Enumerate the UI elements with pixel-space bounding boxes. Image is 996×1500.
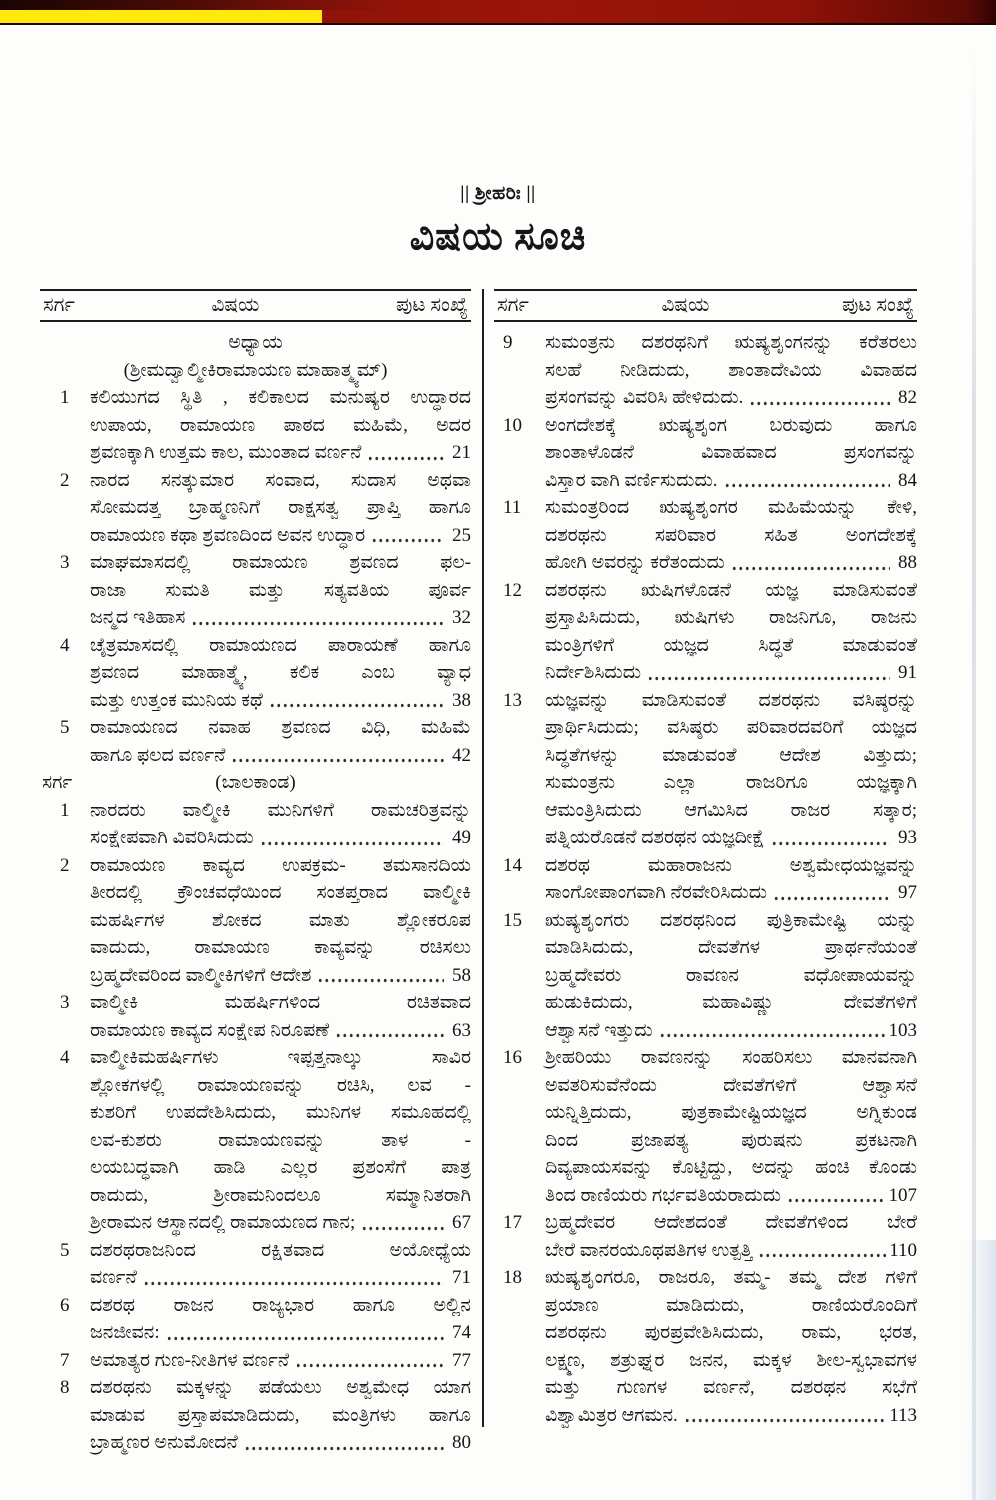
entry-line: ಮಹರ್ಷಿಗಳ ಶೋಕದ ಮಾತು ಶ್ಲೋಕರೂಪ: [90, 909, 471, 931]
entry-line: ವಾಲ್ಮೀಕಿ ಮಹರ್ಷಿಗಳಿಂದ ರಚಿತವಾದ: [90, 992, 471, 1013]
entry-line: ಬೇರೆ ವಾನರಯೂಥಪತಿಗಳ ಉತ್ಪತ್ತಿ: [545, 1239, 753, 1261]
entry-number: 16: [503, 1047, 522, 1068]
toc-header-left: [40, 289, 471, 322]
entry-last-line: [90, 962, 471, 990]
entry-line: ಆಶ್ವಾಸನೆ ಇತ್ತುದು: [545, 1019, 653, 1041]
entry-last-line: [545, 659, 917, 687]
entry-line: ಪತ್ನಿಯರೊಡನೆ ದಶರಥನ ಯಜ್ಞದೀಕ್ಷೆ: [545, 827, 765, 848]
entry-number: 3: [60, 992, 70, 1013]
entry-line: ಸೋಮದತ್ತ ಬ್ರಾಹ್ಮಣನಿಗೆ ರಾಕ್ಷಸತ್ವ ಪ್ರಾಪ್ತಿ ಹಾಗೂ: [90, 497, 471, 518]
entry-number: 5: [60, 1239, 70, 1261]
dot-leader: [231, 742, 444, 770]
entry-last-line: [90, 687, 471, 715]
entry-page-number: 38: [452, 689, 471, 711]
dot-leader: [244, 1429, 444, 1457]
entry-line: ಹಾಗೂ ಫಲದ ವರ್ಣನೆ: [90, 744, 226, 766]
entry-line: ಅಂಗದೇಶಕ್ಕೆ ಋಷ್ಯಶೃಂಗ ಬರುವುದು ಹಾಗೂ: [545, 414, 917, 436]
entry-line: ರಾಮಾಯಣ ಕಾವ್ಯದ ಉಪಕ್ರಮ- ತಮಸಾನದಿಯ: [90, 854, 471, 876]
entry-line: ದಶರಥ ರಾಜನ ರಾಜ್ಯಭಾರ ಹಾಗೂ ಅಲ್ಲಿನ: [90, 1294, 471, 1316]
toc-entry: [40, 467, 471, 550]
entry-page-number: 49: [452, 827, 471, 848]
entry-line: ನಿರ್ದೇಶಿಸಿದುದು: [545, 662, 642, 683]
toc-entry: [494, 907, 917, 1045]
entry-line: ದಶರಥನು ಪುರಪ್ರವೇಶಿಸಿದುದು, ರಾಮ, ಭರತ,: [545, 1322, 917, 1343]
section-heading-center: (ಬಾಲಕಾಂಡ): [215, 772, 296, 793]
toc-entry: [494, 577, 917, 687]
entry-line: ಶ್ಲೋಕಗಳಲ್ಲಿ ರಾಮಾಯಣವನ್ನು ರಚಿಸಿ, ಲವ -: [90, 1074, 471, 1096]
dot-leader: [361, 1209, 444, 1237]
section-heading: [40, 329, 471, 357]
entry-line: ಬ್ರಹ್ಮದೇವರು ರಾವಣನ ವಧೋಪಾಯವನ್ನು: [545, 964, 917, 986]
entry-line: ಶಾಂತಾಳೊಡನೆ ವಿವಾಹವಾದ ಪ್ರಸಂಗವನ್ನು: [545, 442, 917, 463]
entry-number: 5: [60, 717, 70, 738]
dot-leader: [773, 879, 890, 907]
entry-text: [90, 797, 471, 852]
entry-text: [545, 852, 917, 907]
entry-line: ಬ್ರಹ್ಮದೇವರಿಂದ ವಾಲ್ಮೀಕಿಗಳಿಗೆ ಆದೇಶ: [90, 964, 312, 986]
header-page-number: ಪುಟ ಸಂಖ್ಯೆ: [396, 294, 468, 316]
entry-text: [90, 1237, 471, 1292]
dot-leader: [758, 1237, 886, 1265]
entry-text: [90, 1044, 471, 1237]
entry-line: ಜನ್ಮದ ಇತಿಹಾಸ: [90, 607, 186, 628]
entry-last-line: [545, 1402, 917, 1430]
entry-number: 7: [60, 1349, 70, 1371]
entry-last-line: [545, 549, 917, 577]
page-title: ವಿಷಯ ಸೂಚಿ: [409, 216, 587, 258]
entry-last-line: [90, 1017, 471, 1045]
entry-last-line: [545, 879, 917, 907]
entry-number: 2: [60, 854, 70, 876]
toc-entry: [40, 1044, 471, 1237]
entry-last-line: [545, 1237, 917, 1265]
yellow-stripe: [0, 10, 322, 23]
entry-line: ಮಾಡುವ ಪ್ರಸ್ತಾಪಮಾಡಿದುದು, ಮಂತ್ರಿಗಳು ಹಾಗೂ: [90, 1404, 471, 1426]
entry-page-number: 63: [452, 1019, 471, 1041]
entry-line: ಸುಮಂತ್ರನು ದಶರಥನಿಗೆ ಋಷ್ಯಶೃಂಗನನ್ನು ಕರೆತರಲು: [545, 332, 917, 353]
entry-number: 18: [503, 1267, 522, 1288]
entry-line: ದಿಂದ ಪ್ರಜಾಪತ್ಯ ಪುರುಷನು ಪ್ರಕಟನಾಗಿ: [545, 1129, 917, 1151]
entry-line: ಅವತರಿಸುವೆನೆಂದು ದೇವತೆಗಳಿಗೆ ಆಶ್ವಾಸನೆ: [545, 1074, 917, 1096]
toc-entry: [494, 687, 917, 852]
corner-shadow: [966, 1240, 996, 1500]
entry-line: ಮಾಡಿಸಿದುದು, ದೇವತೆಗಳ ಪ್ರಾರ್ಥನೆಯಂತೆ: [545, 937, 917, 958]
toc-entry: [40, 632, 471, 715]
entry-line: ಅಮಾತ್ಯರ ಗುಣ-ನೀತಿಗಳ ವರ್ಣನೆ: [90, 1349, 290, 1371]
entry-page-number: 93: [898, 827, 917, 848]
entry-page-number: 84: [898, 469, 917, 491]
entry-line: ವಿಶ್ವಾಮಿತ್ರರ ಆಗಮನ.: [545, 1404, 678, 1426]
entry-line: ಯಜ್ಞವನ್ನು ಮಾಡಿಸುವಂತೆ ದಶರಥನು ವಸಿಷ್ಠರನ್ನು: [545, 689, 917, 711]
header-serga: ಸರ್ಗ: [497, 294, 529, 316]
dot-leader: [371, 522, 444, 550]
dot-leader: [317, 962, 444, 990]
entry-number: 9: [503, 332, 513, 353]
entry-text: [90, 989, 471, 1044]
entry-line: ಉಪಾಯ, ರಾಮಾಯಣ ಪಾಠದ ಮಹಿಮೆ, ಅದರ: [90, 414, 471, 436]
entry-line: ಲಕ್ಷ್ಮಣ, ಶತ್ರುಘ್ನರ ಜನನ, ಮಕ್ಕಳ ಶೀಲ-ಸ್ವಭಾವಗಳ: [545, 1349, 917, 1371]
entry-number: 17: [503, 1212, 522, 1233]
entry-number: 2: [60, 469, 70, 491]
entry-number: 1: [60, 387, 70, 408]
entry-text: [90, 632, 471, 715]
toc-entry: [494, 1264, 917, 1429]
entry-line: ಪ್ರಾರ್ಥಿಸಿದುದು; ವಸಿಷ್ಠರು ಪರಿವಾರದವರಿಗೆ ಯಜ್ಞದ: [545, 717, 917, 738]
entry-text: [545, 329, 917, 412]
toc-entry: [40, 384, 471, 467]
entry-last-line: [90, 742, 471, 770]
entry-last-line: [90, 824, 471, 852]
entry-page-number: 71: [452, 1267, 471, 1288]
entry-text: [545, 687, 917, 852]
entry-number: 4: [60, 1047, 70, 1068]
toc-entry: [494, 1044, 917, 1209]
toc-entry: [40, 1374, 471, 1457]
dot-leader: [659, 1017, 886, 1045]
dot-leader: [647, 659, 890, 687]
entry-number: 8: [60, 1377, 70, 1398]
toc-entry: [494, 1209, 917, 1264]
dot-leader: [367, 439, 444, 467]
entry-line: ಮತ್ತು ಗುಣಗಳ ವರ್ಣನೆ, ದಶರಥನ ಸಭೆಗೆ: [545, 1377, 917, 1398]
entry-line: ಸುಮಂತ್ರನು ಎಲ್ಲಾ ರಾಜರಿಗೂ ಯಜ್ಞಕ್ಕಾಗಿ: [545, 772, 917, 793]
section-heading: [40, 769, 471, 797]
entry-line: ನಾರದರು ವಾಲ್ಮೀಕಿ ಮುನಿಗಳಿಗೆ ರಾಮಚರಿತ್ರವನ್ನು: [90, 799, 471, 821]
entry-page-number: 97: [898, 882, 917, 903]
toc-entry: [40, 1347, 471, 1375]
entry-text: [90, 1292, 471, 1347]
entry-text: [545, 577, 917, 687]
entry-last-line: [545, 824, 917, 852]
entry-line: ಶ್ರವಣದ ಮಾಹಾತ್ಮ್ಯೆ, ಕಲಿಕ ಎಂಬ ವ್ಯಾಧ: [90, 662, 471, 683]
header-vishaya: ವಿಷಯ: [661, 294, 710, 316]
entry-text: [90, 1347, 471, 1375]
dot-leader: [191, 604, 444, 632]
entry-line: ದಶರಥರಾಜನಿಂದ ರಕ್ಷಿತವಾದ ಅಯೋಧ್ಯೆಯ: [90, 1239, 471, 1261]
entry-line: ರಾಮಾಯಣ ಕಾವ್ಯದ ಸಂಕ್ಷೇಪ ನಿರೂಪಣೆ: [90, 1019, 330, 1041]
entry-page-number: 58: [452, 964, 471, 986]
entry-text: [545, 1044, 917, 1209]
entry-line: ವಿಸ್ತಾರ ವಾಗಿ ವರ್ಣಿಸುದುದು.: [545, 469, 718, 491]
entry-text: [90, 714, 471, 769]
toc-entry: [40, 1237, 471, 1292]
entry-page-number: 107: [888, 1184, 917, 1206]
header-page-number: ಪುಟ ಸಂಖ್ಯೆ: [842, 294, 914, 316]
entry-line: ರಾಮಾಯಣ ಕಥಾ ಶ್ರವಣದಿಂದ ಅವನ ಉದ್ಧಾರ: [90, 524, 366, 546]
entry-line: ದಶರಥನು ಸಪರಿವಾರ ಸಹಿತ ಅಂಗದೇಶಕ್ಕೆ: [545, 524, 917, 546]
entry-line: ವಾಲ್ಮೀಕಿಮಹರ್ಷಿಗಳು ಇಪ್ಪತ್ತನಾಲ್ಕು ಸಾವಿರ: [90, 1047, 471, 1068]
entry-line: ತೀರದಲ್ಲಿ ಕ್ರೌಂಚವಧೆಯಿಂದ ಸಂತಪ್ತರಾದ ವಾಲ್ಮೀಕಿ: [90, 882, 471, 903]
entry-page-number: 88: [898, 552, 917, 573]
entry-page-number: 42: [452, 744, 471, 766]
entry-line: ಪ್ರಸಂಗವನ್ನು ವಿವರಿಸಿ ಹೇಳಿದುದು.: [545, 387, 744, 408]
toc-entry: [40, 1292, 471, 1347]
dot-leader: [731, 549, 890, 577]
entry-line: ರಾಜಾ ಸುಮತಿ ಮತ್ತು ಸತ್ಯವತಿಯ ಪೂರ್ವ: [90, 579, 471, 601]
entry-text: [545, 494, 917, 577]
toc-entry: [40, 989, 471, 1044]
entry-line: ಹುಡುಕಿದುದು, ಮಹಾವಿಷ್ಣು ದೇವತೆಗಳಿಗೆ: [545, 992, 917, 1013]
entry-line: ಲಯಬದ್ಧವಾಗಿ ಹಾಡಿ ಎಲ್ಲರ ಪ್ರಶಂಸೆಗೆ ಪಾತ್ರ: [90, 1157, 471, 1178]
entry-line: ರಾಮಾಯಣದ ನವಾಹ ಶ್ರವಣದ ವಿಧಿ, ಮಹಿಮೆ: [90, 717, 471, 738]
entry-last-line: [90, 522, 471, 550]
entry-line: ಶ್ರೀಹರಿಯು ರಾವಣನನ್ನು ಸಂಹರಿಸಲು ಮಾನವನಾಗಿ: [545, 1047, 917, 1068]
toc-entry: [494, 329, 917, 412]
toc-entry: [494, 852, 917, 907]
dot-leader: [771, 824, 890, 852]
toc-entry: [494, 494, 917, 577]
entry-text: [90, 852, 471, 990]
entry-page-number: 21: [452, 442, 471, 463]
entry-last-line: [545, 384, 917, 412]
entry-line: ತಿಂದ ರಾಣಿಯರು ಗರ್ಭವತಿಯರಾದುದು: [545, 1184, 782, 1206]
section-heading-center: ಅಧ್ಯಾಯ: [228, 332, 283, 353]
entry-line: ದಶರಥ ಮಹಾರಾಜನು ಅಶ್ವಮೇಧಯಜ್ಞವನ್ನು: [545, 854, 917, 876]
entry-number: 15: [503, 909, 522, 931]
entry-number: 13: [503, 689, 522, 711]
entry-page-number: 91: [898, 662, 917, 683]
entry-last-line: [90, 1319, 471, 1347]
entry-page-number: 25: [452, 524, 471, 546]
entry-line: ಬ್ರಾಹ್ಮಣರ ಅನುಮೋದನೆ: [90, 1432, 238, 1453]
entry-line: ವಾದುದು, ರಾಮಾಯಣ ಕಾವ್ಯವನ್ನು ರಚಿಸಲು: [90, 937, 471, 958]
entry-text: [90, 549, 471, 632]
entry-line: ವರ್ಣನೆ: [90, 1267, 137, 1288]
entry-number: 6: [60, 1294, 70, 1316]
dot-leader: [166, 1319, 444, 1347]
dot-leader: [269, 687, 444, 715]
header-vishaya: ವಿಷಯ: [211, 294, 260, 316]
entry-line: ಪ್ರಸ್ತಾಪಿಸಿದುದು, ಋಷಿಗಳು ರಾಜನಿಗೂ, ರಾಜನು: [545, 607, 917, 628]
entry-page-number: 82: [898, 387, 917, 408]
entry-line: ಯನ್ನಿತ್ತಿದುದು, ಪುತ್ರಕಾಮೇಷ್ಟಿಯಜ್ಞದ ಅಗ್ನಿಕುಂಡ: [545, 1102, 917, 1123]
entry-line: ಮಂತ್ರಿಗಳಿಗೆ ಯಜ್ಞದ ಸಿದ್ಧತೆ ಮಾಡುವಂತೆ: [545, 634, 917, 656]
entry-text: [90, 1374, 471, 1457]
entry-last-line: [545, 1182, 917, 1210]
entry-text: [545, 1209, 917, 1264]
toc-entry: [494, 412, 917, 495]
dot-leader: [684, 1402, 886, 1430]
toc-column-right: [494, 289, 917, 1429]
entry-line: ಪ್ರಯಾಣ ಮಾಡಿದುದು, ರಾಣಿಯರೊಂದಿಗೆ: [545, 1294, 917, 1316]
entry-number: 14: [503, 854, 522, 876]
entry-line: ಬ್ರಹ್ಮದೇವರ ಆದೇಶದಂತೆ ದೇವತೆಗಳಿಂದ ಬೇರೆ: [545, 1212, 917, 1233]
toc-body-left: [40, 329, 471, 1457]
entry-line: ಜನಜೀವನ:: [90, 1322, 160, 1343]
entry-line: ಕುಶರಿಗೆ ಉಪದೇಶಿಸಿದುದು, ಮುನಿಗಳ ಸಮೂಹದಲ್ಲಿ: [90, 1102, 471, 1123]
entry-line: ಸಂಕ್ಷೇಪವಾಗಿ ವಿವರಿಸಿದುದು: [90, 827, 254, 848]
entry-number: 10: [503, 414, 522, 436]
entry-number: 4: [60, 634, 70, 656]
entry-last-line: [90, 439, 471, 467]
entry-line: ಮಾಘಮಾಸದಲ್ಲಿ ರಾಮಾಯಣ ಶ್ರವಣದ ಫಲ-: [90, 552, 471, 573]
entry-last-line: [90, 604, 471, 632]
toc-entry: [40, 797, 471, 852]
toc-header-right: [494, 289, 917, 322]
entry-line: ಸಾಂಗೋಪಾಂಗವಾಗಿ ನೆರವೇರಿಸಿದುದು: [545, 882, 768, 903]
entry-line: ದಶರಥನು ಮಕ್ಕಳನ್ನು ಪಡೆಯಲು ಅಶ್ವಮೇಧ ಯಾಗ: [90, 1377, 471, 1398]
entry-page-number: 103: [888, 1019, 917, 1041]
entry-text: [545, 1264, 917, 1429]
entry-text: [90, 467, 471, 550]
entry-text: [545, 907, 917, 1045]
entry-number: 12: [503, 579, 522, 601]
entry-line: ದಶರಥನು ಋಷಿಗಳೊಡನೆ ಯಜ್ಞ ಮಾಡಿಸುವಂತೆ: [545, 579, 917, 601]
entry-line: ಸಲಹೆ ನೀಡಿದುದು, ಶಾಂತಾದೇವಿಯ ವಿವಾಹದ: [545, 359, 917, 381]
entry-line: ಕಲಿಯುಗದ ಸ್ಥಿತಿ , ಕಲಿಕಾಲದ ಮನುಷ್ಯರ ಉದ್ಧಾರದ: [90, 387, 471, 408]
entry-line: ರಾದುದು, ಶ್ರೀರಾಮನಿಂದಲೂ ಸಮ್ಮಾನಿತರಾಗಿ: [90, 1184, 471, 1206]
section-heading-left: ಸರ್ಗ: [42, 772, 73, 793]
toc-entry: [40, 549, 471, 632]
entry-line: ಲವ-ಕುಶರು ರಾಮಾಯಣವನ್ನು ತಾಳ -: [90, 1129, 471, 1151]
entry-last-line: [545, 467, 917, 495]
entry-page-number: 32: [452, 607, 471, 628]
entry-page-number: 67: [452, 1212, 471, 1233]
entry-line: ಹೋಗಿ ಅವರನ್ನು ಕರೆತಂದುದು: [545, 552, 725, 573]
entry-page-number: 113: [889, 1404, 917, 1426]
entry-number: 3: [60, 552, 70, 573]
dot-leader: [260, 824, 444, 852]
entry-line: ಋಷ್ಯಶೃಂಗರು ದಶರಥನಿಂದ ಪುತ್ರಿಕಾಮೇಷ್ಟಿ ಯನ್ನು: [545, 909, 917, 931]
dot-leader: [295, 1347, 444, 1375]
entry-number: 1: [60, 799, 70, 821]
entry-line: ನಾರದ ಸನತ್ಕುಮಾರ ಸಂವಾದ, ಸುದಾಸ ಅಥವಾ: [90, 469, 471, 491]
entry-line: ಚೈತ್ರಮಾಸದಲ್ಲಿ ರಾಮಾಯಣದ ಪಾರಾಯಣೆ ಹಾಗೂ: [90, 634, 471, 656]
entry-last-line: [90, 1347, 471, 1375]
entry-page-number: 74: [452, 1322, 471, 1343]
toc-body-right: [494, 329, 917, 1429]
dot-leader: [724, 467, 890, 495]
toc-column-left: [40, 289, 471, 1457]
dot-leader: [749, 384, 890, 412]
entry-line: ಋಷ್ಯಶೃಂಗರೂ, ರಾಜರೂ, ತಮ್ಮ- ತಮ್ಮ ದೇಶ ಗಳಿಗೆ: [545, 1267, 917, 1288]
toc-entry: [40, 852, 471, 990]
entry-line: ದಿವ್ಯಪಾಯಸವನ್ನು ಕೊಟ್ಟಿದ್ದು, ಅದನ್ನು ಹಂಚಿ ಕೊಂಡು: [545, 1157, 917, 1178]
entry-number: 11: [503, 497, 522, 518]
entry-line: ಸುಮಂತ್ರರಿಂದ ಋಷ್ಯಶೃಂಗರ ಮಹಿಮೆಯನ್ನು ಕೇಳಿ,: [545, 497, 917, 518]
entry-page-number: 110: [889, 1239, 917, 1261]
entry-last-line: [90, 1264, 471, 1292]
dot-leader: [143, 1264, 444, 1292]
entry-line: ಶ್ರವಣಕ್ಕಾಗಿ ಉತ್ತಮ ಕಾಲ, ಮುಂತಾದ ವರ್ಣನೆ: [90, 442, 362, 463]
entry-page-number: 80: [452, 1432, 471, 1453]
entry-text: [545, 412, 917, 495]
entry-page-number: 77: [452, 1349, 471, 1371]
entry-text: [90, 384, 471, 467]
entry-last-line: [90, 1429, 471, 1457]
entry-line: ಮತ್ತು ಉತ್ತಂಕ ಮುನಿಯ ಕಥೆ: [90, 689, 263, 711]
entry-last-line: [545, 1017, 917, 1045]
dot-leader: [787, 1182, 885, 1210]
section-subheading: (ಶ್ರೀಮದ್ವಾಲ್ಮೀಕಿರಾಮಾಯಣ ಮಾಹಾತ್ಮ್ಯಮ್): [123, 359, 388, 381]
invocation-text: || ಶ್ರೀಹರಿಃ ||: [460, 183, 536, 204]
toc-entry: [40, 714, 471, 769]
entry-line: ಶ್ರೀರಾಮನ ಆಸ್ಥಾನದಲ್ಲಿ ರಾಮಾಯಣದ ಗಾನ;: [90, 1212, 356, 1233]
cover-edge-shadow: [0, 0, 398, 10]
dot-leader: [335, 1017, 444, 1045]
header-serga: ಸರ್ಗ: [43, 294, 75, 316]
entry-line: ಸಿದ್ಧತೆಗಳನ್ನು ಮಾಡುವಂತೆ ಆದೇಶ ವಿತ್ತುದು;: [545, 744, 917, 766]
entry-last-line: [90, 1209, 471, 1237]
column-divider-rule: [482, 289, 484, 1427]
entry-line: ಆಮಂತ್ರಿಸಿದುದು ಆಗಮಿಸಿದ ರಾಜರ ಸತ್ಕಾರ;: [545, 799, 917, 821]
